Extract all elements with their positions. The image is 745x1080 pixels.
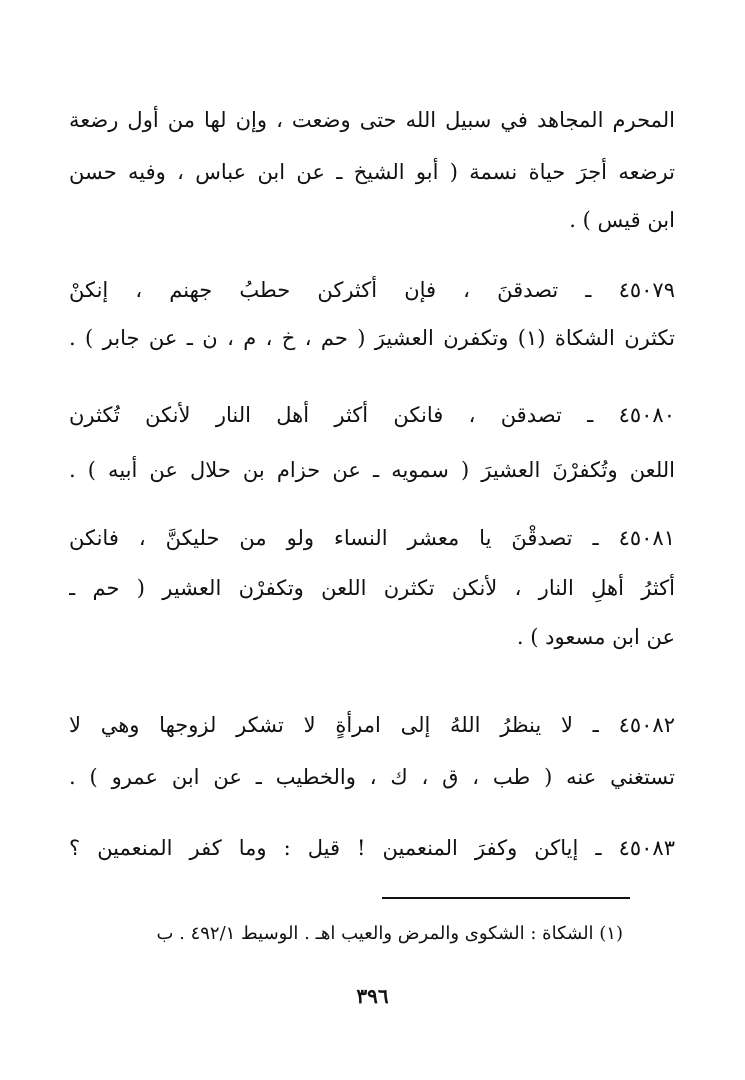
text-line: ابن قيس ) . [569,208,675,232]
text-line: المحرم المجاهد في سبيل الله حتى وضعت ، وإن لها من أول رضعة [69,108,675,132]
hadith-45079-line: تكثرن الشكاة (١) وتكفرن العشيرَ ( حم ، خ ، م ، ن ـ عن جابر ) . [69,326,675,350]
footnote: (١) الشكاة : الشكوى والمرض والعيب اهـ . الوسيط ٤٩٢/١ . ب [156,923,623,944]
hadith-45081-line: ٤٥٠٨١ ـ تصدقْنَ يا معشر النساء ولو من حليكنَّ ، فانكن [69,526,675,550]
hadith-45083-line: ٤٥٠٨٣ ـ إياكن وكفرَ المنعمين ! قيل : وما كفر المنعمين ؟ [69,836,675,860]
hadith-45081-line: عن ابن مسعود ) . [516,625,675,649]
hadith-45080-line: ٤٥٠٨٠ ـ تصدقن ، فانكن أكثر أهل النار لأنكن تُكثرن [69,403,675,427]
hadith-45082-line: تستغني عنه ( طب ، ق ، ك ، والخطيب ـ عن ابن عمرو ) . [69,765,675,789]
hadith-45081-line: أكثرُ أهلِ النار ، لأنكن تكثرن اللعن وتكفرْن العشير ( حم ـ [69,576,675,600]
footnote-divider [382,897,630,899]
hadith-45080-line: اللعن وتُكفرْنَ العشيرَ ( سمويه ـ عن حزام بن حلال عن أبيه ) . [69,458,675,482]
page-number: ٣٩٦ [356,984,389,1008]
hadith-45082-line: ٤٥٠٨٢ ـ لا ينظرُ اللهُ إلى امرأةٍ لا تشكر لزوجها وهي لا [69,713,675,737]
hadith-45079-line: ٤٥٠٧٩ ـ تصدقنَ ، فإن أكثركن حطبُ جهنم ، إنكنْ [69,278,675,302]
text-line: ترضعه أجرَ حياة نسمة ( أبو الشيخ ـ عن ابن عباس ، وفيه حسن [69,160,675,184]
